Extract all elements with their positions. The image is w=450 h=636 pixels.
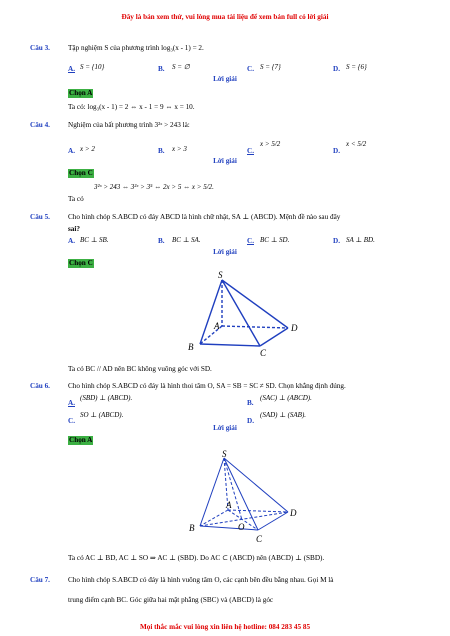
- q4-option-a[interactable]: x > 2: [80, 145, 95, 153]
- q3-solution: Ta có: log₃(x - 1) = 2 ⇔ x - 1 = 9 ⇔ x = 10.: [68, 103, 195, 111]
- q3-question: Tập nghiệm S của phương trình log₃(x - 1) = 2.: [68, 44, 204, 52]
- q3-option-d-label[interactable]: D.: [333, 65, 340, 73]
- q5-solution-heading: Lời giải: [213, 248, 237, 256]
- footer-hotline: Mọi thắc mắc vui lòng xin liên hệ hotline: 084 283 45 85: [139, 623, 311, 631]
- q5-option-a[interactable]: BC ⊥ SB.: [80, 236, 109, 244]
- q3-number: Câu 3.: [30, 44, 50, 52]
- q5-label-b: B: [188, 342, 194, 352]
- q3-option-c[interactable]: S = {7}: [260, 63, 281, 71]
- q7-question: Cho hình chóp S.ABCD có đáy là hình vuông tâm O, các cạnh bên đều bằng nhau. Gọi M là: [68, 576, 334, 584]
- q5-option-c-label[interactable]: C.: [247, 237, 254, 245]
- q6-option-d-label[interactable]: D.: [247, 417, 254, 425]
- q7-number: Câu 7.: [30, 576, 50, 584]
- q3-option-c-label[interactable]: C.: [247, 65, 254, 73]
- q3-answer-badge: Chọn A: [69, 89, 93, 97]
- q3-option-b-label[interactable]: B.: [158, 65, 165, 73]
- q4-solution: 3²ˣ > 243 ⇔ 3²ˣ > 3⁵ ⇔ 2x > 5 ⇔ x > 5/2.: [94, 183, 214, 191]
- q6-label-d: D: [290, 508, 297, 518]
- q4-option-a-label[interactable]: A.: [68, 147, 75, 155]
- q5-label-s: S: [218, 270, 223, 280]
- q4-option-c[interactable]: x > 5/2: [260, 140, 281, 148]
- q4-answer-badge: Chọn C: [69, 169, 93, 177]
- q6-label-c: C: [256, 534, 263, 544]
- q5-option-b[interactable]: BC ⊥ SA.: [172, 236, 201, 244]
- q5-question: Cho hình chóp S.ABCD có đáy ABCD là hình chữ nhật, SA ⊥ (ABCD). Mệnh đề nào sau đây: [68, 213, 341, 221]
- q3-option-d[interactable]: S = {6}: [346, 63, 367, 71]
- q6-solution: Ta có AC ⊥ BD, AC ⊥ SO ⇒ AC ⊥ (SBD). Do AC ⊂ (ABCD) nên (ABCD) ⊥ (SBD).: [68, 554, 325, 562]
- q4-number: Câu 4.: [30, 121, 50, 129]
- q6-option-b-label[interactable]: B.: [247, 399, 254, 407]
- q5-answer-badge: Chọn C: [69, 259, 93, 267]
- q6-pyramid-figure: [180, 448, 310, 548]
- q5-option-d-label[interactable]: D.: [333, 237, 340, 245]
- q6-option-a[interactable]: (SBD) ⊥ (ABCD).: [80, 394, 133, 402]
- q4-solution-label: Ta có: [68, 195, 84, 203]
- q4-option-b[interactable]: x > 3: [172, 145, 187, 153]
- q5-number: Câu 5.: [30, 213, 50, 221]
- q6-solution-heading: Lời giải: [213, 424, 237, 432]
- q7-question-line2: trung điểm cạnh BC. Góc giữa hai mặt phẳng (SBC) và (ABCD) là góc: [68, 596, 274, 604]
- q5-label-d: D: [291, 323, 298, 333]
- q5-label-a: A: [214, 321, 220, 331]
- header-notice: Đây là bản xem thử, vui lòng mua tài liệu để xem bản full có lời giải: [121, 13, 329, 21]
- q6-option-c-label[interactable]: C.: [68, 417, 75, 425]
- q5-question-sai: sai?: [68, 225, 80, 233]
- q6-label-a: A: [226, 500, 232, 510]
- q5-solution: Ta có BC // AD nên BC không vuông góc với SD.: [68, 365, 212, 373]
- q6-label-s: S: [222, 449, 227, 459]
- q6-option-d[interactable]: (SAD) ⊥ (SAB).: [260, 411, 307, 419]
- q3-option-a[interactable]: S = {10}: [80, 63, 105, 71]
- q5-option-c[interactable]: BC ⊥ SD.: [260, 236, 290, 244]
- q4-option-d[interactable]: x < 5/2: [346, 140, 367, 148]
- q6-label-o: O: [238, 522, 245, 532]
- q4-option-c-label[interactable]: C.: [247, 147, 254, 155]
- q6-option-b[interactable]: (SAC) ⊥ (ABCD).: [260, 394, 312, 402]
- q6-label-b: B: [189, 523, 195, 533]
- q5-pyramid-figure: [180, 268, 310, 360]
- q5-label-c: C: [260, 348, 267, 358]
- q3-option-b[interactable]: S = ∅: [172, 63, 190, 71]
- q3-solution-heading: Lời giải: [213, 75, 237, 83]
- q6-option-c[interactable]: SO ⊥ (ABCD).: [80, 411, 124, 419]
- q6-question: Cho hình chóp S.ABCD có đáy là hình thoi tâm O, SA = SB = SC ≠ SD. Chọn khẳng định đúng.: [68, 382, 346, 390]
- q3-option-a-label[interactable]: A.: [68, 65, 75, 73]
- q5-option-a-label[interactable]: A.: [68, 237, 75, 245]
- q4-option-d-label[interactable]: D.: [333, 147, 340, 155]
- q4-question: Nghiệm của bất phương trình 3²ˣ > 243 là:: [68, 121, 190, 129]
- q6-option-a-label[interactable]: A.: [68, 399, 75, 407]
- q4-solution-heading: Lời giải: [213, 157, 237, 165]
- q6-number: Câu 6.: [30, 382, 50, 390]
- q5-option-d[interactable]: SA ⊥ BD.: [346, 236, 375, 244]
- q6-answer-badge: Chọn A: [69, 436, 93, 444]
- q5-option-b-label[interactable]: B.: [158, 237, 165, 245]
- q4-option-b-label[interactable]: B.: [158, 147, 165, 155]
